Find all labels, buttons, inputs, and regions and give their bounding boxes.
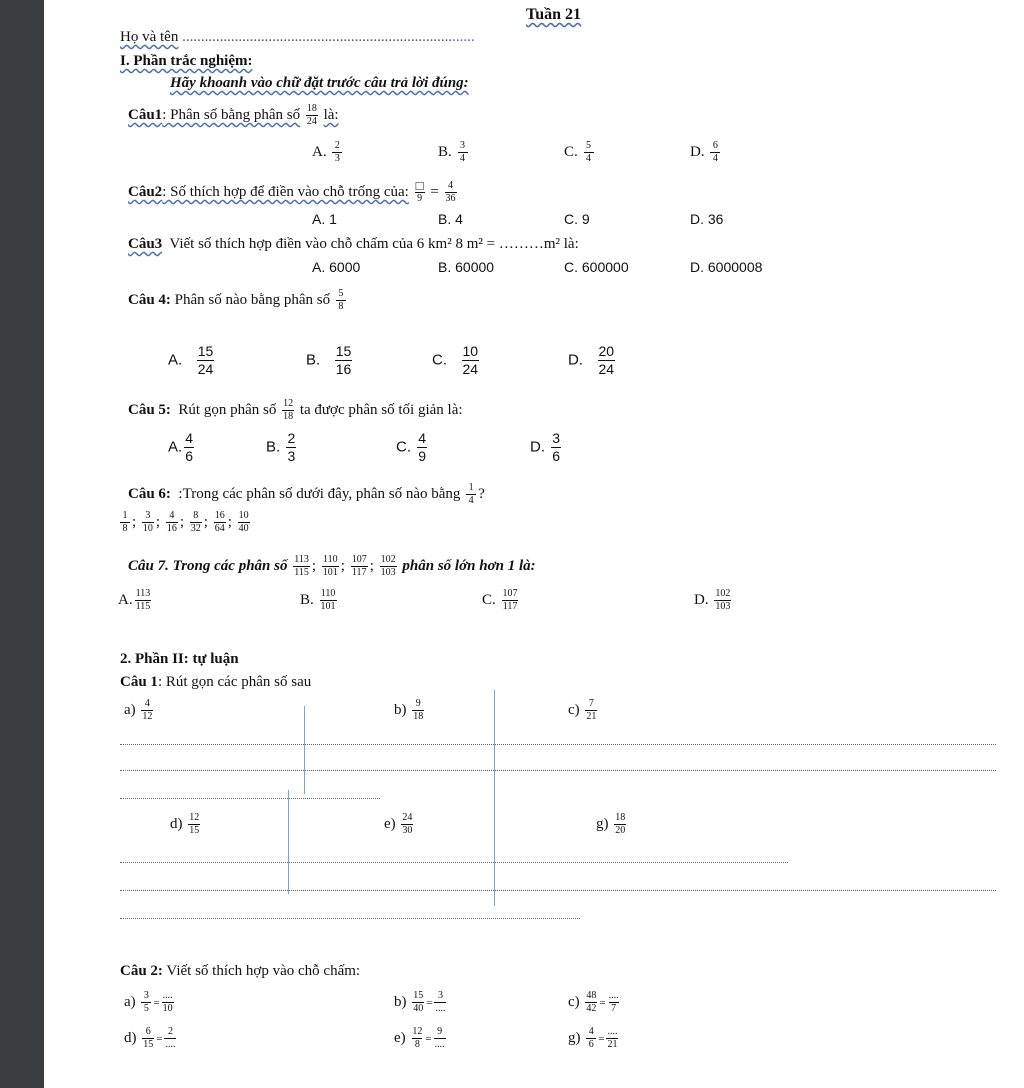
q1-fraction: $\frac{18}{24}$ [306,103,317,127]
answer-line[interactable] [120,918,580,919]
c1-item-e: e) $\frac{24}{30}$ [384,812,413,836]
column-divider [304,706,305,794]
q3-prompt: Câu3 Viết số thích hợp điền vào chỗ chấm của 6 km² 8 m² = ………m² là: [128,236,579,252]
page-title: Tuần 21 [526,6,581,23]
answer-line[interactable] [120,770,996,771]
q1-option-a[interactable]: A. $\frac{2}{3}$ [312,140,344,165]
q5-option-b[interactable]: B. $\frac{2}{3}$ [266,430,296,464]
q6-prompt: Câu 6: :Trong các phân số dưới đây, phân số nào bằng $\frac{1}{4}$ ? [128,482,485,506]
part1-instruction: Hãy khoanh vào chữ đặt trước câu trả lời đúng: [170,75,469,91]
q7-prompt: Câu 7. Trong các phân số $\frac{113}{115}$ ; $\frac{110}{101}$ ; $\frac{107}{117}$ ; $\frac{102}{103}$ phân số lớn hơn 1 là: [128,554,536,578]
c1-item-d: d) $\frac{12}{15}$ [170,812,200,836]
q3-option-c[interactable]: C. 600000 [564,259,629,275]
answer-line[interactable] [120,890,996,891]
c2-prompt: Câu 2: Viết số thích hợp vào chỗ chấm: [120,963,361,979]
q2-option-a[interactable]: A. 1 [312,211,337,227]
c2-item-e[interactable]: e) $\frac{12}{8}$ = $\frac{9}{....}$ [394,1026,445,1050]
answer-line[interactable] [120,862,788,863]
c2-item-g[interactable]: g) $\frac{4}{6}$ = $\frac{....}{21}$ [568,1026,618,1050]
answer-line[interactable] [120,744,996,745]
name-line: Họ và tên .............................................................................. [120,29,475,45]
c2-item-a[interactable]: a) $\frac{3}{5}$ = $\frac{....}{10}$ [124,990,173,1014]
q1-option-b[interactable]: B. $\frac{3}{4}$ [438,140,470,165]
q2-option-d[interactable]: D. 36 [690,211,724,227]
q3-option-a[interactable]: A. 6000 [312,259,361,275]
worksheet-page [44,0,1024,1088]
q6-fraction-list: $\frac{1}{8}$ ; $\frac{3}{10}$ ; $\frac{4}{16}$ ; $\frac{8}{32}$ ; $\frac{16}{64}$ ; $\frac{10}{40}$ [118,510,252,535]
q7-option-d[interactable]: D. $\frac{102}{103}$ [694,588,731,612]
q3-option-b[interactable]: B. 60000 [438,259,495,275]
q2-option-b[interactable]: B. 4 [438,211,463,227]
q1-option-d[interactable]: D. $\frac{6}{4}$ [690,140,722,165]
q2-prompt: Câu2: Số thích hợp để điền vào chỗ trống của: $\frac{□}{9}$ = $\frac{4}{36}$ [128,178,456,204]
answer-line[interactable] [120,798,380,799]
q4-prompt: Câu 4: Phân số nào bằng phân số $\frac{5}{8}$ [128,288,348,313]
c1-item-c: c) $\frac{7}{21}$ [568,698,597,722]
q4-option-d[interactable]: D. $\frac{20}{24}$ [568,343,615,377]
part1-title: I. Phần trắc nghiệm: [120,53,253,69]
q4-option-b[interactable]: B. $\frac{15}{16}$ [306,343,352,377]
q4-option-a[interactable]: A. $\frac{15}{24}$ [168,343,214,377]
c1-item-a: a) $\frac{4}{12}$ [124,698,153,722]
q5-option-d[interactable]: D. $\frac{3}{6}$ [530,430,561,464]
column-divider [288,790,289,894]
q5-prompt: Câu 5: Rút gọn phân số $\frac{12}{18}$ ta được phân số tối giản là: [128,398,463,422]
c1-item-g: g) $\frac{18}{20}$ [596,812,626,836]
q2-option-c[interactable]: C. 9 [564,211,590,227]
c1-item-b: b) $\frac{9}{18}$ [394,698,424,722]
c2-item-c[interactable]: c) $\frac{48}{42}$ = $\frac{....}{7}$ [568,990,619,1014]
q4-option-c[interactable]: C. $\frac{10}{24}$ [432,343,479,377]
q5-option-a[interactable]: A. $\frac{4}{6}$ [168,430,194,464]
q1-prompt: Câu1: Phân số bằng phân số $\frac{18}{24}$ là: [128,103,339,127]
c1-prompt: Câu 1: Rút gọn các phân số sau [120,674,312,690]
q5-option-c[interactable]: C. $\frac{4}{9}$ [396,430,427,464]
column-divider [494,690,495,906]
q7-option-c[interactable]: C. $\frac{107}{117}$ [482,588,518,612]
part2-title: 2. Phần II: tự luận [120,651,239,667]
c2-item-b[interactable]: b) $\frac{15}{40}$ = $\frac{3}{....}$ [394,990,446,1014]
q7-option-a[interactable]: A. $\frac{113}{115}$ [118,588,151,612]
q3-option-d[interactable]: D. 6000008 [690,259,763,275]
q7-option-b[interactable]: B. $\frac{110}{101}$ [300,588,336,612]
c2-item-d[interactable]: d) $\frac{6}{15}$ = $\frac{2}{....}$ [124,1026,176,1050]
q1-option-c[interactable]: C. $\frac{5}{4}$ [564,140,596,165]
